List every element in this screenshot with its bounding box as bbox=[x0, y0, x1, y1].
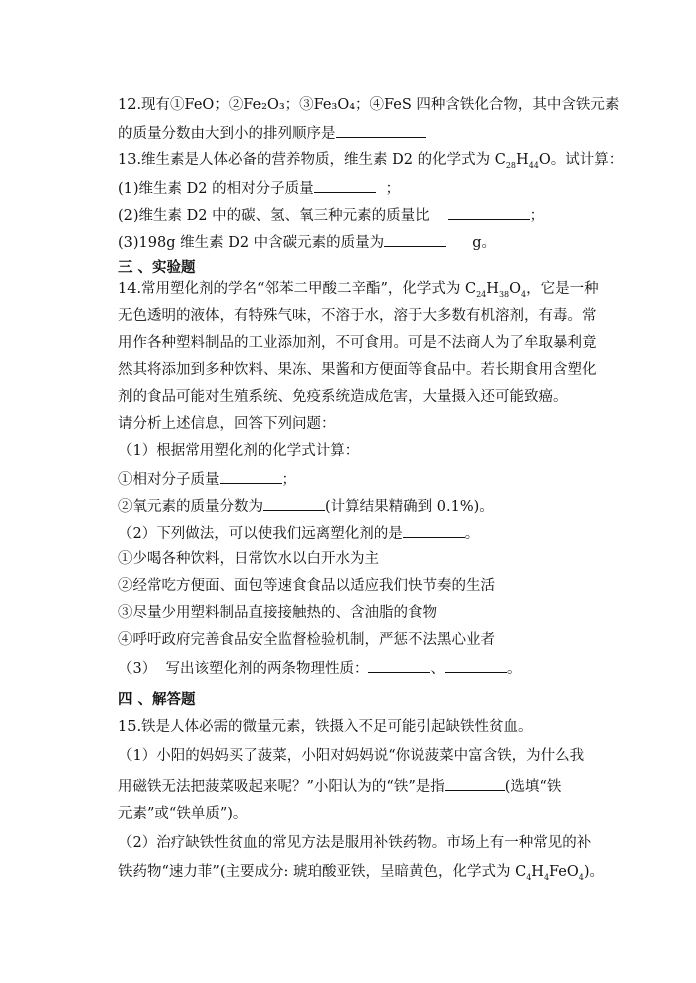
q12-text: 12.现有①FeO；②Fe₂O₃；③Fe₃O₄；④FeS 四种含铁化合物，其中含铁元素 bbox=[118, 97, 620, 113]
q15-text: （2）治疗缺铁性贫血的常见方法是服用补铁药物。市场上有一种常见的补 bbox=[118, 835, 592, 851]
q15-part1-line3 bbox=[118, 805, 588, 823]
q14-line2 bbox=[118, 307, 597, 325]
q14-line6 bbox=[118, 415, 588, 433]
section-title: 四 、解答题 bbox=[118, 691, 196, 708]
q14-part1-text: （1）根据常用塑化剂的化学式计算： bbox=[118, 443, 360, 459]
q13-formula-part: H bbox=[516, 152, 529, 168]
q14-part2-text: （2）下列做法，可以使我们远离塑化剂的是 bbox=[118, 526, 403, 542]
q14-formula-part: H bbox=[486, 281, 499, 297]
q13-item3-text: (3)198g 维生素 D2 中含碳元素的质量为 bbox=[118, 235, 385, 251]
q15-part1-line1 bbox=[118, 747, 588, 765]
q14-part1-a bbox=[118, 469, 588, 489]
subscript: 4 bbox=[526, 872, 532, 882]
q15-text: )。 bbox=[583, 864, 605, 880]
q14-part1 bbox=[118, 442, 588, 460]
q13-text: 13.维生素是人体必备的营养物质，维生素 D2 的化学式为 C bbox=[118, 152, 506, 168]
punctuation: 。 bbox=[464, 526, 480, 542]
punctuation: ； bbox=[385, 181, 401, 197]
section-title: 三 、实验题 bbox=[118, 259, 196, 276]
q13-item1 bbox=[118, 178, 588, 198]
subscript: 38 bbox=[498, 289, 510, 299]
q14-part1-b-text: ②氧元素的质量分数为 bbox=[118, 499, 263, 515]
punctuation: ； bbox=[281, 472, 296, 488]
q13-item2 bbox=[118, 205, 588, 225]
q13-line1 bbox=[118, 151, 624, 175]
q15-text: 铁药物“速力菲”(主要成分: 琥珀酸亚铁，呈暗黄色，化学式为 C bbox=[118, 864, 527, 880]
q15-line1 bbox=[118, 718, 588, 736]
subscript: 28 bbox=[505, 160, 517, 170]
q14-text: 14.常用塑化剂的学名“邻苯二甲酸二辛酯”，化学式为 C bbox=[118, 281, 477, 297]
punctuation: 。 bbox=[506, 661, 522, 677]
subscript: 4 bbox=[521, 289, 527, 299]
q13-text-end: O。试计算： bbox=[538, 152, 624, 168]
q14-option1 bbox=[118, 550, 588, 568]
answer-blank[interactable] bbox=[403, 523, 465, 538]
subscript: 4 bbox=[578, 872, 584, 882]
q14-option2 bbox=[118, 577, 588, 595]
answer-blank[interactable] bbox=[445, 776, 505, 791]
subscript: 44 bbox=[528, 160, 539, 170]
subscript: 24 bbox=[476, 289, 487, 299]
q14-text: 用作各种塑料制品的工业添加剂，不可食用。可是不法商人为了牟取暴利竟 bbox=[118, 335, 597, 351]
q15-text: 用磁铁无法把菠菜吸起来呢？”小阳认为的“铁”是指 bbox=[118, 779, 445, 795]
q15-text: 元素”或“铁单质”)。 bbox=[118, 806, 248, 822]
q12-text2: 的质量分数由大到小的排列顺序是 bbox=[118, 126, 336, 142]
q14-line5 bbox=[118, 388, 588, 406]
q14-text-end: ，它是一种 bbox=[526, 281, 599, 297]
q15-formula-part: H bbox=[531, 864, 544, 880]
q15-text: 15.铁是人体必需的微量元素，铁摄入不足可能引起缺铁性贫血。 bbox=[118, 719, 533, 735]
q12-line2 bbox=[118, 123, 588, 143]
q15-part2-line1 bbox=[118, 834, 592, 852]
q14-option3 bbox=[118, 604, 588, 622]
q14-text: 剂的食品可能对生殖系统、免疫系统造成危害，大量摄入还可能致癌。 bbox=[118, 389, 568, 405]
q12-line1 bbox=[118, 96, 620, 114]
q14-part1-a-text: ①相对分子质量 bbox=[118, 472, 220, 488]
q15-part1-line2 bbox=[118, 776, 588, 796]
q14-line3 bbox=[118, 334, 597, 352]
section-heading-answer bbox=[118, 691, 588, 709]
q15-part2-line2 bbox=[118, 863, 605, 887]
option-text: ④呼吁政府完善食品安全监督检验机制，严惩不法黑心业者 bbox=[118, 632, 495, 648]
answer-blank[interactable] bbox=[336, 123, 426, 138]
q14-part3 bbox=[118, 658, 588, 678]
option-text: ②经常吃方便面、面包等速食食品以适应我们快节奏的生活 bbox=[118, 578, 495, 594]
answer-blank[interactable] bbox=[448, 205, 530, 220]
q14-part1-b-end: (计算结果精确到 0.1%)。 bbox=[325, 499, 494, 515]
subscript: 4 bbox=[543, 872, 550, 882]
q14-part1-b bbox=[118, 496, 588, 516]
q15-formula-part: FeO bbox=[549, 864, 579, 880]
q14-text: 无色透明的液体，有特殊气味，不溶于水，溶于大多数有机溶剂，有毒。常 bbox=[118, 308, 597, 324]
q13-item1-text: (1)维生素 D2 的相对分子质量 bbox=[118, 181, 314, 197]
unit-text: g。 bbox=[472, 235, 496, 251]
punctuation: ； bbox=[529, 208, 545, 224]
answer-blank[interactable] bbox=[263, 496, 325, 511]
answer-blank[interactable] bbox=[220, 469, 282, 484]
q15-text: （1）小阳的妈妈买了菠菜，小阳对妈妈说“你说菠菜中富含铁，为什么我 bbox=[118, 748, 585, 764]
answer-blank[interactable] bbox=[445, 658, 507, 673]
q14-part3-text: （3） 写出该塑化剂的两条物理性质： bbox=[118, 661, 369, 677]
q13-item2-text: (2)维生素 D2 中的碳、氢、氧三种元素的质量比 bbox=[118, 208, 430, 224]
q14-line1 bbox=[118, 280, 599, 304]
q14-option4 bbox=[118, 631, 588, 649]
q14-line4 bbox=[118, 361, 597, 379]
answer-blank[interactable] bbox=[384, 232, 446, 247]
option-text: ③尽量少用塑料制品直接接触热的、含油脂的食物 bbox=[118, 605, 437, 621]
q14-text: 然其将添加到多种饮料、果冻、果酱和方便面等食品中。若长期食用含塑化 bbox=[118, 362, 597, 378]
q14-text: 请分析上述信息，回答下列问题： bbox=[118, 416, 336, 432]
q14-formula-part: O bbox=[509, 281, 522, 297]
answer-blank[interactable] bbox=[314, 178, 376, 193]
q13-item3 bbox=[118, 232, 588, 252]
q15-text: (选填“铁 bbox=[504, 779, 562, 795]
answer-blank[interactable] bbox=[368, 658, 430, 673]
option-text: ①少喝各种饮料，日常饮水以白开水为主 bbox=[118, 551, 379, 567]
section-heading-experiment bbox=[118, 259, 588, 277]
q14-part2 bbox=[118, 523, 588, 543]
punctuation: 、 bbox=[430, 661, 445, 677]
